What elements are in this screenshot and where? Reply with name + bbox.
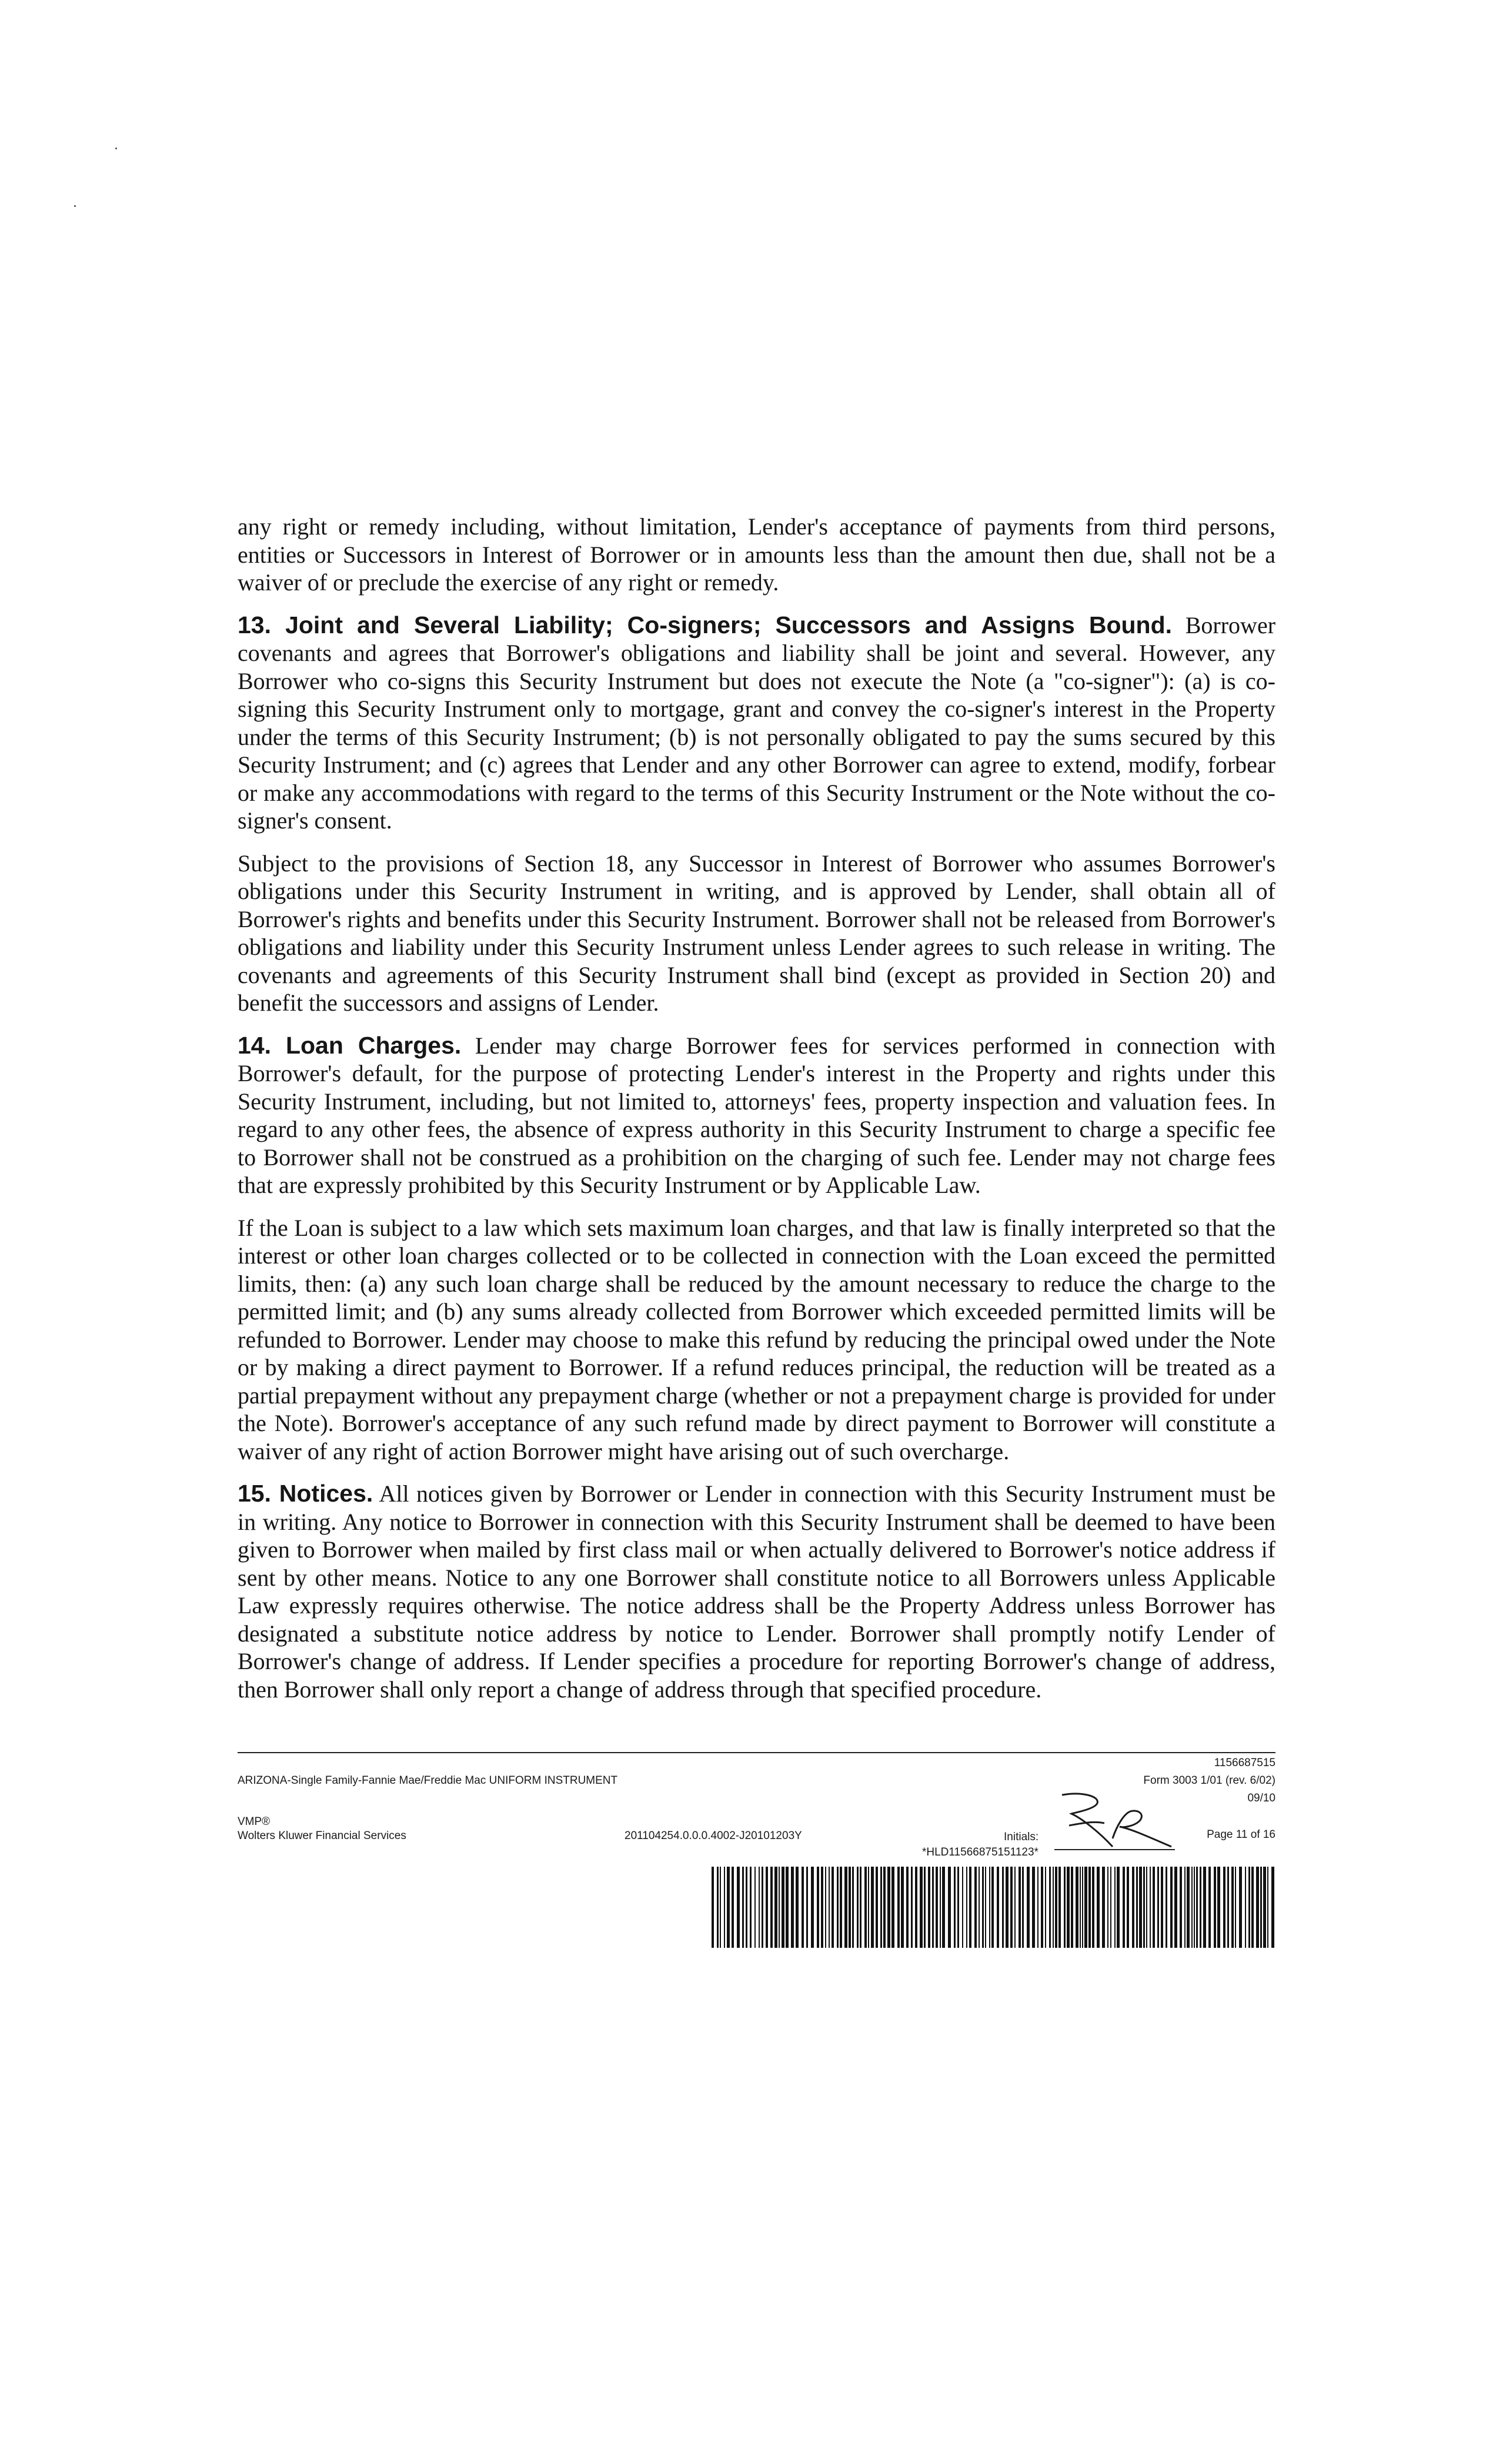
barcode-bar [852, 1867, 854, 1948]
barcode-bar [754, 1867, 756, 1948]
barcode-bar [989, 1867, 990, 1948]
revision-date: 09/10 [1247, 1792, 1275, 1804]
barcode-bar [1067, 1867, 1070, 1948]
barcode-bar [1097, 1867, 1100, 1948]
barcode-bar [957, 1867, 959, 1948]
document-body [238, 513, 1275, 1718]
barcode-bar [1191, 1867, 1193, 1948]
barcode-bar [750, 1867, 752, 1948]
barcode-bar [746, 1867, 747, 1948]
paragraph-text: If the Loan is subject to a law which sets maximum loan charges, and that law is finally interpreted so that the interest or other loan charges collected or to be collected in connection with the Loan exceed the permitted limits, then: (a) any such loan charge shall be reduced by the amount necessary to reduce the charge to the permitted limit; and (b) any sums already collected from Borrower which exceeded permitted limits will be refunded to Borrower. Lender may choose to make this refund by reducing the principal owed under the Note or by making a direct payment to Borrower. If a refund reduces principal, the reduction will be treated as a partial prepayment without any prepayment charge (whether or not a prepayment charge is provided for under the Note). Borrower's acceptance of any such refund made by direct payment to Borrower will constitute a waiver of any right of action Borrower might have arising out of such overcharge. [238, 1214, 1275, 1465]
barcode-bar [720, 1867, 721, 1948]
barcode-bar [829, 1867, 830, 1948]
barcode-bar [832, 1867, 834, 1948]
barcode-bar [1136, 1867, 1138, 1948]
barcode-bar [1208, 1867, 1211, 1948]
section-14-heading: 14. Loan Charges. [238, 1031, 462, 1059]
barcode-bar [742, 1867, 744, 1948]
barcode-bar [1088, 1867, 1091, 1948]
barcode-bar [1180, 1867, 1182, 1948]
barcode-bar [1267, 1867, 1268, 1948]
barcode-bar [796, 1867, 799, 1948]
barcode-bar [821, 1867, 823, 1948]
barcode-bar [940, 1867, 941, 1948]
barcode-bar [979, 1867, 980, 1948]
barcode-bar [897, 1867, 900, 1948]
barcode-bar [727, 1867, 730, 1948]
form-title: ARIZONA-Single Family-Fannie Mae/Freddie Mac UNIFORM INSTRUMENT [238, 1774, 618, 1787]
barcode-bar [1076, 1867, 1078, 1948]
barcode-bar [901, 1867, 904, 1948]
barcode-bar [1271, 1867, 1274, 1948]
barcode-bar [1157, 1867, 1159, 1948]
barcode-bar [928, 1867, 930, 1948]
barcode-bar [1161, 1867, 1163, 1948]
barcode-bar [876, 1867, 878, 1948]
section-14-paragraph-2 [238, 1214, 1275, 1466]
barcode-bar [1084, 1867, 1087, 1948]
barcode-bar [1256, 1867, 1259, 1948]
barcode-bar [766, 1867, 768, 1948]
barcode-bar [786, 1867, 789, 1948]
barcode-bar [1194, 1867, 1195, 1948]
barcode-bar [1150, 1867, 1151, 1948]
footer-divider [238, 1752, 1275, 1753]
barcode-bar [1082, 1867, 1083, 1948]
form-number: Form 3003 1/01 (rev. 6/02) [1143, 1774, 1275, 1787]
barcode-bar [762, 1867, 763, 1948]
barcode-bar [1071, 1867, 1073, 1948]
barcode-bar [985, 1867, 986, 1948]
section-13-heading: 13. Joint and Several Liability; Co-signers; Successors and Assigns Bound. [238, 611, 1173, 638]
paragraph-text: any right or remedy including, without limitation, Lender's acceptance of payments from third persons, entities or Successors in Interest of Borrower or in amounts less than the amount then due, shall not be a waiver of or preclude the exercise of any right or remedy. [238, 513, 1275, 596]
barcode-bar [860, 1867, 861, 1948]
barcode-bar [1110, 1867, 1111, 1948]
barcode-bar [911, 1867, 913, 1948]
barcode-bar [924, 1867, 926, 1948]
barcode-bar [857, 1867, 859, 1948]
document-barcode [712, 1867, 1277, 1948]
barcode-bar [844, 1867, 847, 1948]
barcode-bar [1027, 1867, 1030, 1948]
barcode-bar [759, 1867, 760, 1948]
barcode-bar [891, 1867, 894, 1948]
barcode-bar [724, 1867, 725, 1948]
barcode-bar [1245, 1867, 1246, 1948]
barcode-bar [1143, 1867, 1145, 1948]
barcode-bar [1132, 1867, 1134, 1948]
barcode-bar [920, 1867, 923, 1948]
barcode-bar [954, 1867, 956, 1948]
barcode-bar [1117, 1867, 1120, 1948]
barcode-bar [982, 1867, 984, 1948]
barcode-bar [712, 1867, 714, 1948]
barcode-bar [1174, 1867, 1177, 1948]
scan-speck [74, 205, 76, 207]
barcode-bar [791, 1867, 794, 1948]
barcode-bar [1019, 1867, 1021, 1948]
section-15-paragraph [238, 1480, 1275, 1703]
barcode-bar [932, 1867, 934, 1948]
barcode-bar [997, 1867, 999, 1948]
barcode-bar [969, 1867, 971, 1948]
barcode-bar [1058, 1867, 1061, 1948]
barcode-bar [974, 1867, 977, 1948]
barcode-bar [1203, 1867, 1206, 1948]
barcode-bar [1064, 1867, 1066, 1948]
barcode-bar [1037, 1867, 1038, 1948]
barcode-bar [1049, 1867, 1051, 1948]
paragraph-continuation [238, 513, 1275, 597]
barcode-bar [1227, 1867, 1229, 1948]
barcode-bar [1002, 1867, 1004, 1948]
barcode-bar [880, 1867, 882, 1948]
barcode-bar [1032, 1867, 1035, 1948]
section-15-heading: 15. Notices. [238, 1480, 373, 1507]
barcode-bar [1153, 1867, 1155, 1948]
barcode-bar [991, 1867, 994, 1948]
barcode-bar [1187, 1867, 1190, 1948]
barcode-bar [737, 1867, 740, 1948]
barcode-bar [1014, 1867, 1016, 1948]
barcode-bar [825, 1867, 826, 1948]
barcode-bar [1022, 1867, 1024, 1948]
barcode-bar [868, 1867, 869, 1948]
page-number: Page 11 of 16 [1207, 1828, 1275, 1841]
barcode-bar [811, 1867, 814, 1948]
barcode-bar [1080, 1867, 1081, 1948]
barcode-bar [1107, 1867, 1108, 1948]
scan-speck [115, 148, 117, 149]
barcode-bar [1235, 1867, 1236, 1948]
barcode-bar [1200, 1867, 1201, 1948]
barcode-bar [1170, 1867, 1173, 1948]
barcode-bar [806, 1867, 808, 1948]
barcode-bar [966, 1867, 967, 1948]
barcode-bar [1214, 1867, 1216, 1948]
barcode-bar [1092, 1867, 1094, 1948]
barcode-bar [1217, 1867, 1220, 1948]
barcode-bar [948, 1867, 951, 1948]
loan-number: 1156687515 [1214, 1757, 1275, 1769]
barcode-bar [1139, 1867, 1142, 1948]
barcode-bar [1045, 1867, 1046, 1948]
barcode-bar [1041, 1867, 1043, 1948]
barcode-bar [1146, 1867, 1147, 1948]
paragraph-text: Subject to the provisions of Section 18, any Successor in Interest of Borrower who assumes Borrower's obligations under this Security Instrument in writing, and is approved by Lender, shall obtain all of Borrower's rights and benefits under this Security Instrument. Borrower shall not be released from Borrower's obligations and liability under this Security Instrument unless Lender agrees to such release in writing. The covenants and agreements of this Security Instrument shall bind (except as provided in Section 20) and benefit the successors and assigns of Lender. [238, 850, 1275, 1016]
barcode-bar [1248, 1867, 1250, 1948]
barcode-bar [779, 1867, 780, 1948]
barcode-bar [1263, 1867, 1266, 1948]
barcode-bar [942, 1867, 945, 1948]
barcode-bar [864, 1867, 867, 1948]
barcode-bar [1053, 1867, 1054, 1948]
initials-label: Initials: [1004, 1831, 1039, 1843]
barcode-bar [1102, 1867, 1105, 1948]
paragraph-text: Lender may charge Borrower fees for services performed in connection with Borrower's default, for the purpose of protecting Lender's interest in the Property and rights under this Security Instrument, including, but not limited to, attorneys' fees, property inspection and valuation fees. In regard to any other fees, the absence of express authority in this Security Instrument to charge a specific fee to Borrower shall not be construed as a prohibition on the charging of such fee. Lender may not charge fees that are expressly prohibited by this Security Instrument or by Applicable Law. [238, 1032, 1276, 1198]
barcode-bar [817, 1867, 819, 1948]
barcode-bar [1114, 1867, 1116, 1948]
barcode-bar [1231, 1867, 1234, 1948]
barcode-bar [1260, 1867, 1262, 1948]
initials-signature [1058, 1790, 1176, 1849]
barcode-bar [1127, 1867, 1129, 1948]
paragraph-text: Borrower covenants and agrees that Borrower's obligations and liability shall be joint and several. However, any Borrower who co-signs this Security Instrument but does not execute the Note (a "co-signer"): (a) is co-signing this Security Instrument only to mortgage, grant and convey the co-signer's interest in the Property under the terms of this Security Instrument; (b) is not personally obligated to pay the sums secured by this Security Instrument; and (c) agrees that Lender and any other Borrower can agree to extend, modify, forbear or make any accommodations with regard to the terms of this Security Instrument or the Note without the co-signer's consent. [238, 611, 1276, 834]
barcode-bar [782, 1867, 784, 1948]
barcode-bar [1184, 1867, 1186, 1948]
barcode-bar [1251, 1867, 1254, 1948]
paragraph-text: All notices given by Borrower or Lender in connection with this Security Instrument must be in writing. Any notice to Borrower in connection with this Security Instrument shall be deemed to have been given to Borrower when mailed by first class mail or when actually delivered to Borrower's notice address if sent by other means. Notice to any one Borrower shall constitute notice to all Borrowers unless Applicable Law expressly requires otherwise. The notice address shall be the Property Address unless Borrower has designated a substitute notice address by notice to Lender. Borrower shall promptly notify Lender of Borrower's change of address. If Lender specifies a procedure for reporting Borrower's change of address, then Borrower shall only report a change of address through that specified procedure. [238, 1480, 1275, 1703]
barcode-bar [887, 1867, 890, 1948]
barcode-bar [1006, 1867, 1009, 1948]
barcode-bar [1055, 1867, 1057, 1948]
barcode-bar [717, 1867, 719, 1948]
barcode-bar [840, 1867, 842, 1948]
barcode-bar [1166, 1867, 1167, 1948]
barcode-bar [802, 1867, 804, 1948]
barcode-bar [1196, 1867, 1198, 1948]
barcode-bar [871, 1867, 874, 1948]
barcode-bar [883, 1867, 886, 1948]
barcode-bar [770, 1867, 773, 1948]
section-13-paragraph-2 [238, 850, 1275, 1017]
section-13-paragraph [238, 611, 1275, 835]
barcode-bar [915, 1867, 917, 1948]
section-14-paragraph [238, 1032, 1275, 1199]
vmp-mark: VMP® [238, 1816, 271, 1828]
barcode-bar [1010, 1867, 1013, 1948]
publisher: Wolters Kluwer Financial Services [238, 1830, 406, 1842]
barcode-bar [962, 1867, 963, 1948]
barcode-bar [837, 1867, 839, 1948]
initials-line [1054, 1849, 1175, 1850]
barcode-bar [1239, 1867, 1242, 1948]
barcode-bar [732, 1867, 734, 1948]
barcode-text: *HLD11566875151123* [922, 1846, 1038, 1858]
barcode-bar [774, 1867, 777, 1948]
barcode-bar [1123, 1867, 1125, 1948]
barcode-bar [849, 1867, 851, 1948]
barcode-bar [906, 1867, 909, 1948]
barcode-bar [936, 1867, 938, 1948]
barcode-bar [1223, 1867, 1225, 1948]
document-code: 201104254.0.0.0.4002-J20101203Y [625, 1830, 802, 1842]
